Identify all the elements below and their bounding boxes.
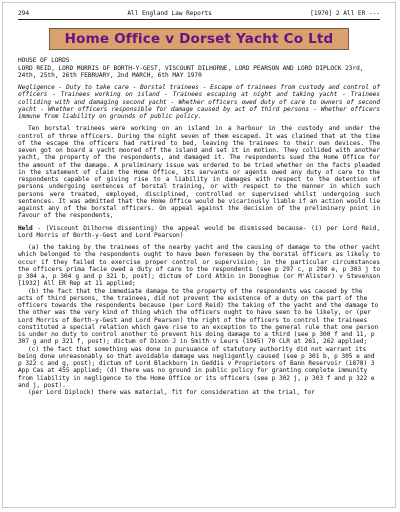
headnote: Ten borstal trainees were working on an island in a harbour in the custody and under the control of three officers. During the night seven of them escaped. It was claimed that at the time of the escape the officers had retired to bed, leaving the trainees to their own devices. The seven got on board a yacht moored off the island and set it in motion. They collided with another yacht, the property of the respondents, and damaged it. The respondents sued the Home Office for the amount of the damage. A preliminary issue was ordered to be tried whether on the facts pleaded in the statement of claim the Home Office, its servants or agents owed any duty of care to the respondents capable of giving rise to a liability in damages with respect to the detention of persons undergoing sentences of borstal training, or with respect to the manner in which such persons were treated, employed, disciplined, controlled or supervised whilst undergoing such sentences. It was admitted that the Home Office would be vicariously liable if an action would lie against any of the borstal officers. On appeal against the decision of the preliminary point in favour of the respondents, xyxy=(18,125,380,220)
court-block xyxy=(18,57,380,79)
running-header xyxy=(18,10,380,20)
citation: [1970] 2 All ER --- xyxy=(310,10,380,17)
case-title: Home Office v Dorset Yacht Co Ltd xyxy=(64,30,334,47)
holding-diplock: (per Lord Diplock) there was material, fit for consideration at the trial, for xyxy=(28,389,315,396)
catchwords: Negligence - Duty to take care - Borstal trainees - Escape of trainees from custody and control of officers - Trainees working on island - Trainees escaping at night and taking yacht - Trainees colliding with and damaging second yacht - Whether officers owed duty of care to owners of second yacht - Whether officers responsible for damage caused by act of third persons - Whether officers immune from liability on grounds of public policy. xyxy=(18,84,380,120)
court-name: HOUSE OF LORDS xyxy=(18,57,70,65)
held-label: Held xyxy=(18,224,33,232)
page-number: 294 xyxy=(18,10,30,17)
reporter-name: All England Law Reports xyxy=(127,10,212,17)
holding-b: (b) the fact that the immediate damage to the property of the respondents was caused by the acts of third persons, the trainees, did not prevent the existence of a duty on the part of the officers towards the respondents because (per Lord Reid) the taking of the yacht and the damage to the other was the very kind of thing which the officers ought to have seen to be likely, or (per Lord Morris of Borth-y-Gest and Lord Pearson) the right of the officers to control the trainees constituted a special relation which gave rise to an exception to the general rule that one person is under no duty to control another to prevent his doing damage to a third (see p 300 f and 11, p 307 g and p 321 f, post); dictum of Dixon J in Smith v Leurs (1945) 70 CLR at 261, 262 applied; xyxy=(18,287,379,346)
law-report-page xyxy=(18,10,380,396)
judges-and-dates: LORD REID, LORD MORRIS OF BORTH-Y-GEST, VISCOUNT DILHORNE, LORD PEARSON AND LORD DIPLOCK 23rd, 24th, 25th, 26th FEBRUARY, 2nd MARCH, 6th MAY 1970 xyxy=(18,64,364,79)
held-paragraph xyxy=(18,225,380,240)
holding-c: (c) the fact that something was done in pursuance of statutory authority did not warrant its being done unreasonably so that avoidable damage was negligently caused (see p 301 b, p 305 e and p 322 c and g, post); dictum of Lord Blackburn in Geddis v Proprietors of Bann Reservoir (1878) 3 App Cas at 455 applied; (d) there was no ground in public policy for granting complete immunity from liability in negligence to the Home Office or its officers (see p 302 j, p 303 f and p 322 e and j, post). xyxy=(18,345,375,389)
case-title-banner xyxy=(49,28,349,50)
holding-a: (a) the taking by the trainees of the nearby yacht and the causing of damage to the other yacht which belonged to the respondents ought to have been foreseen by the borstal officers as likely to occur if they failed to exercise proper control or supervision; in the particular circumstances the officers prima facie owed a duty of care to the respondents (see p 297 c, p 298 e, p 303 j to p 304 a, p 304 g and p 321 b, post); dictum of Lord Atkin in Donoghue (or M'Alister) v Stevenson [1932] All ER Rep at 11 applied; xyxy=(18,244,380,288)
held-intro: - (Viscount Dilhorne dissenting) the appeal would be dismissed because- (i) per Lord Reid, Lord Morris of Borth-y-Gest and Lord Pearson) xyxy=(18,224,380,239)
